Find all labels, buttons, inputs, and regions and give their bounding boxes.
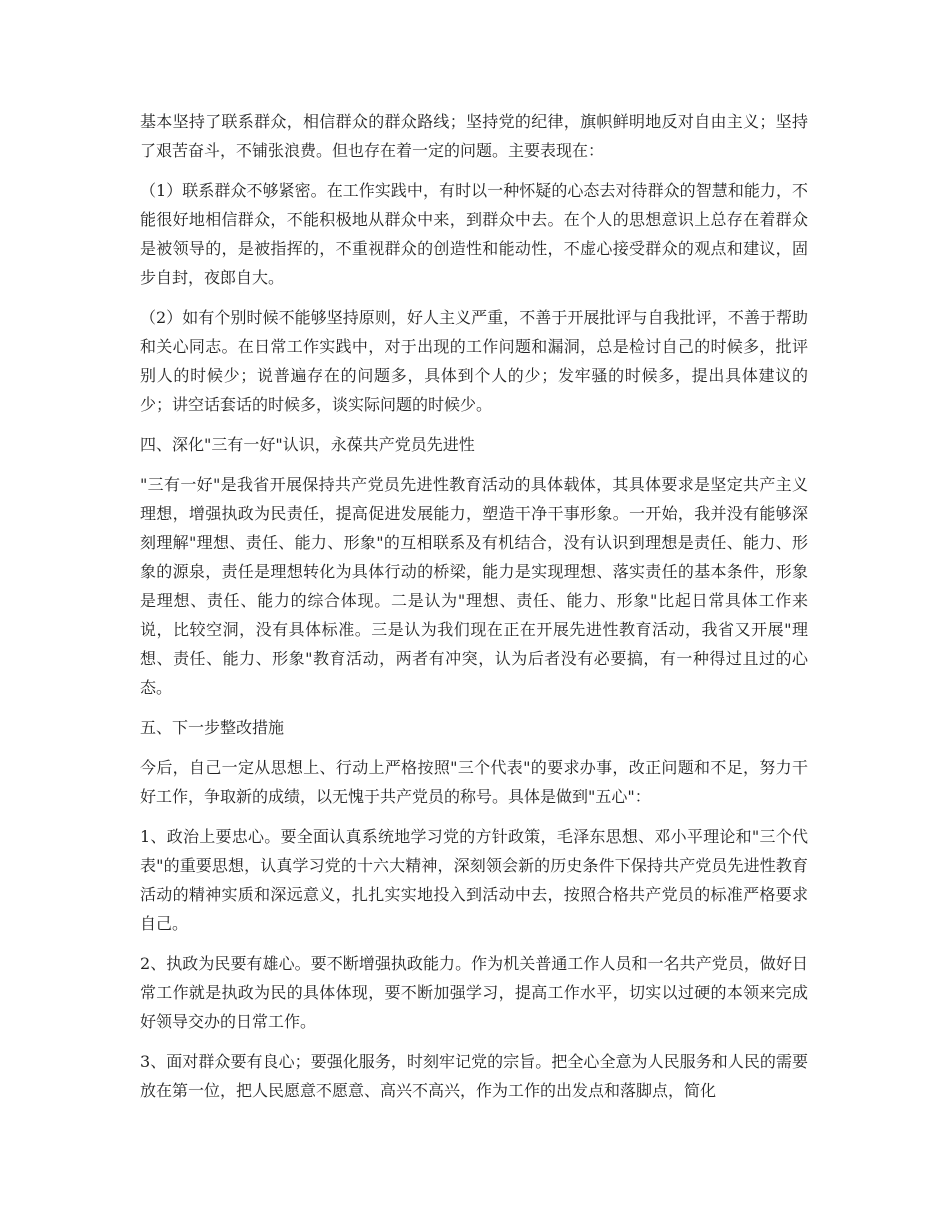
paragraph-measure-1: 1、政治上要忠心。要全面认真系统地学习党的方针政策，毛泽东思想、邓小平理论和"三个代表"的重要思想，认真学习党的十六大精神，深刻领会新的历史条件下保持共产党员先进性教育活动的精神实质和深远意义，扎扎实实地投入到活动中去，按照合格共产党员的标准严格要求自己。 [140,827,808,933]
paragraph-issue-2: （2）如有个别时候不能够坚持原则，好人主义严重，不善于开展批评与自我批评，不善于帮助和关心同志。在日常工作实践中，对于出现的工作问题和漏洞，总是检讨自己的时候多，批评别人的时候少；说普遍存在的问题多，具体到个人的少；发牢骚的时候多，提出具体建议的少；讲空话套话的时候多，谈实际问题的时候少。 [140,308,808,414]
paragraph-measure-2: 2、执政为民要有雄心。要不断增强执政能力。作为机关普通工作人员和一名共产党员，做好日常工作就是执政为民的具体体现，要不断加强学习，提高工作水平，切实以过硬的本领来完成好领导交办的日常工作。 [140,954,808,1031]
paragraph-issue-1: （1）联系群众不够紧密。在工作实践中，有时以一种怀疑的心态去对待群众的智慧和能力，不能很好地相信群众，不能积极地从群众中来，到群众中去。在个人的思想意识上总存在着群众是被领导的，是被指挥的，不重视群众的创造性和能动性，不虚心接受群众的观点和建议，固步自封，夜郎自大。 [140,181,808,287]
paragraph-future: 今后，自己一定从思想上、行动上严格按照"三个代表"的要求办事，改正问题和不足，努力干好工作，争取新的成绩，以无愧于共产党员的称号。具体是做到"五心"： [140,758,808,806]
paragraph-three-one: "三有一好"是我省开展保持共产党员先进性教育活动的具体载体，其具体要求是坚定共产主义理想，增强执政为民责任，提高促进发展能力，塑造干净干事形象。一开始，我并没有能够深刻理解"理想、责任、能力、形象"的互相联系及有机结合，没有认识到理想是责任、能力、形象的源泉，责任是理想转化为具体行动的桥梁，能力是实现理想、落实责任的基本条件，形象是理想、责任、能力的综合体现。二是认为"理想、责任、能力、形象"比起日常具体工作来说，比较空洞，没有具体标准。三是认为我们现在正在开展先进性教育活动，我省又开展"理想、责任、能力、形象"教育活动，两者有冲突，认为后者没有必要搞，有一种得过且过的心态。 [140,475,808,697]
section-heading-4: 四、深化"三有一好"认识，永葆共产党员先进性 [140,435,475,454]
section-heading-5: 五、下一步整改措施 [140,718,285,737]
paragraph-measure-3: 3、面对群众要有良心；要强化服务，时刻牢记党的宗旨。把全心全意为人民服务和人民的需要放在第一位，把人民愿意不愿意、高兴不高兴，作为工作的出发点和落脚点，简化 [140,1052,808,1100]
document-page [140,107,808,1116]
paragraph-intro: 基本坚持了联系群众，相信群众的群众路线；坚持党的纪律，旗帜鲜明地反对自由主义；坚持了艰苦奋斗，不铺张浪费。但也存在着一定的问题。主要表现在： [140,112,808,160]
